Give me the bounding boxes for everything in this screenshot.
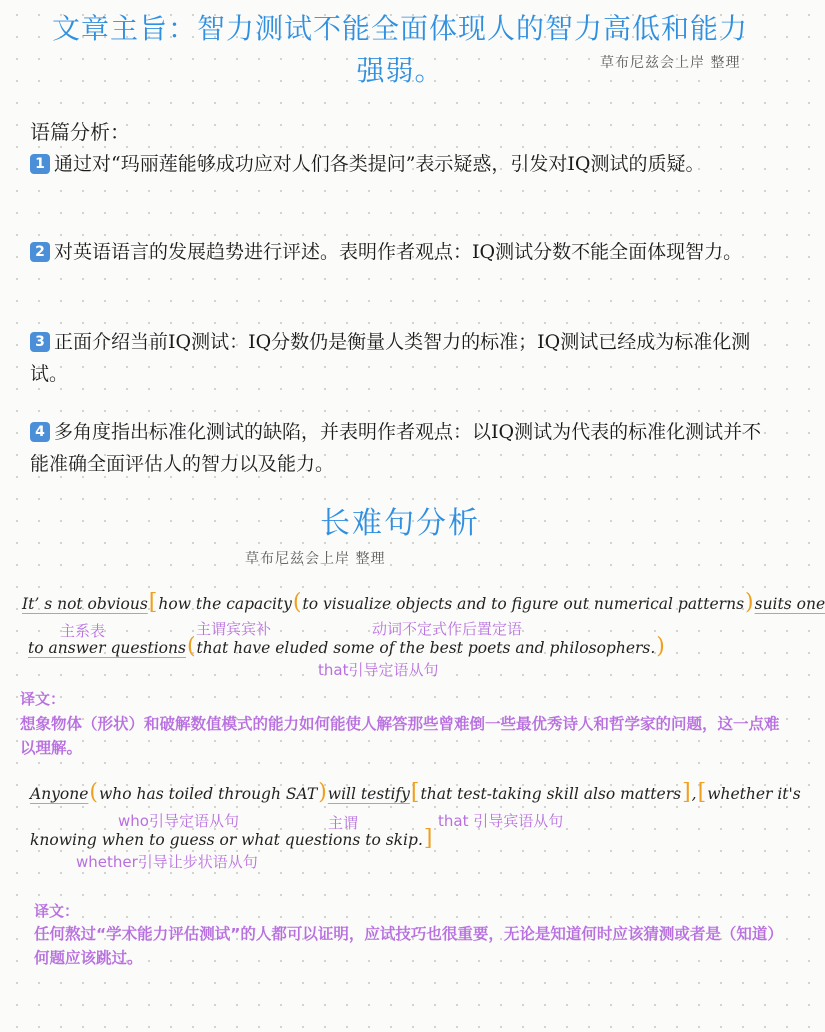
s2-note-whether: whether引导让步状语从句 <box>76 853 258 871</box>
paragraph-text: 对英语语言的发展趋势进行评述。表明作者观点：IQ测试分数不能全面体现智力。 <box>54 241 743 263</box>
header-credit: 草布尼兹会上岸 整理 <box>600 55 741 71</box>
title-line-1: 文章主旨：智力测试不能全面体现人的智力高低和能力 <box>51 12 748 45</box>
main-title <box>0 8 800 92</box>
s1-note-clause: 主谓宾宾补 <box>196 620 272 638</box>
s1-translation-label: 译文： <box>20 690 66 708</box>
number-badge-1: 1 <box>30 154 50 174</box>
s2-translation: 任何熬过“学术能力评估测试”的人都可以证明，应试技巧也很重要，无论是知道何时应该猜测或者是（知道）何题应该跳过。 <box>34 925 783 967</box>
s2-whether-cont: knowing when to guess or what questions to skip. <box>30 831 423 849</box>
s2-note-predicate: 主谓 <box>328 814 359 832</box>
analysis-paragraph-1 <box>30 148 770 180</box>
analysis-heading: 语篇分析： <box>30 120 130 144</box>
s1-infinitive: to visualize objects and to figure out numerical patterns <box>302 595 745 613</box>
s2-subject: Anyone <box>30 785 89 803</box>
analysis-paragraph-4 <box>30 416 770 480</box>
s2-translation-label: 译文： <box>34 902 80 920</box>
number-badge-2: 2 <box>30 242 50 262</box>
sentence2-line2 <box>30 826 433 851</box>
bracket-open: [ <box>410 780 420 805</box>
paren-open: ( <box>89 780 99 805</box>
paren-close: ) <box>318 780 327 805</box>
sentence1-line1 <box>22 590 825 615</box>
analysis-paragraph-3 <box>30 326 770 390</box>
s1-note-that: that引导定语从句 <box>318 661 439 679</box>
paren-close: ) <box>745 590 754 615</box>
s2-that-clause: that test-taking skill also matters <box>420 785 682 803</box>
paren-open: ( <box>186 634 196 659</box>
paren-close: ) <box>656 634 665 659</box>
paragraph-text: 多角度指出标准化测试的缺陷，并表明作者观点：以IQ测试为代表的标准化测试并不能准确全面评估人的智力以及能力。 <box>30 421 762 475</box>
s2-predicate: will testify <box>327 785 410 803</box>
s2-note-who: who引导定语从句 <box>118 812 239 830</box>
number-badge-3: 3 <box>30 332 50 352</box>
s1-subject-phrase: It’ s not obvious <box>22 595 148 613</box>
s2-who-clause: who has toiled through SAT <box>99 785 318 803</box>
s1-note-infinitive: 动词不定式作后置定语 <box>372 620 523 638</box>
paragraph-text: 正面介绍当前IQ测试：IQ分数仍是衡量人类智力的标准；IQ测试已经成为标准化测试。 <box>30 331 751 385</box>
s2-comma: , <box>691 785 697 803</box>
analysis-paragraph-2 <box>30 236 770 268</box>
sentence2-line1 <box>30 780 801 805</box>
bracket-close: ] <box>423 826 433 851</box>
s2-note-that: that 引导宾语从句 <box>438 812 564 830</box>
number-badge-4: 4 <box>30 422 50 442</box>
section-credit: 草布尼兹会上岸 整理 <box>245 551 386 567</box>
paragraph-text: 通过对“玛丽莲能够成功应对人们各类提问”表示疑惑，引发对IQ测试的质疑。 <box>54 153 705 175</box>
s1-predicate: suits one <box>754 595 825 613</box>
sentence1-line2 <box>28 634 666 659</box>
s1-how-clause: how the capacity <box>158 595 292 613</box>
section-title: 长难句分析 <box>320 506 480 541</box>
paren-open: ( <box>292 590 302 615</box>
s2-whether-clause: whether it's <box>707 785 801 803</box>
s1-predicate-cont: to answer questions <box>28 639 186 657</box>
s1-note-subject: 主系表 <box>60 622 106 640</box>
bracket-open: [ <box>148 590 158 615</box>
s1-that-clause: that have eluded some of the best poets and philosophers. <box>196 639 656 657</box>
bracket-open: [ <box>697 780 707 805</box>
title-line-2: 强弱。 <box>356 54 444 87</box>
s1-translation: 想象物体（形状）和破解数值模式的能力如何能使人解答那些曾难倒一些最优秀诗人和哲学家的问题，这一点难以理解。 <box>20 715 780 757</box>
bracket-close: ] <box>682 780 691 805</box>
